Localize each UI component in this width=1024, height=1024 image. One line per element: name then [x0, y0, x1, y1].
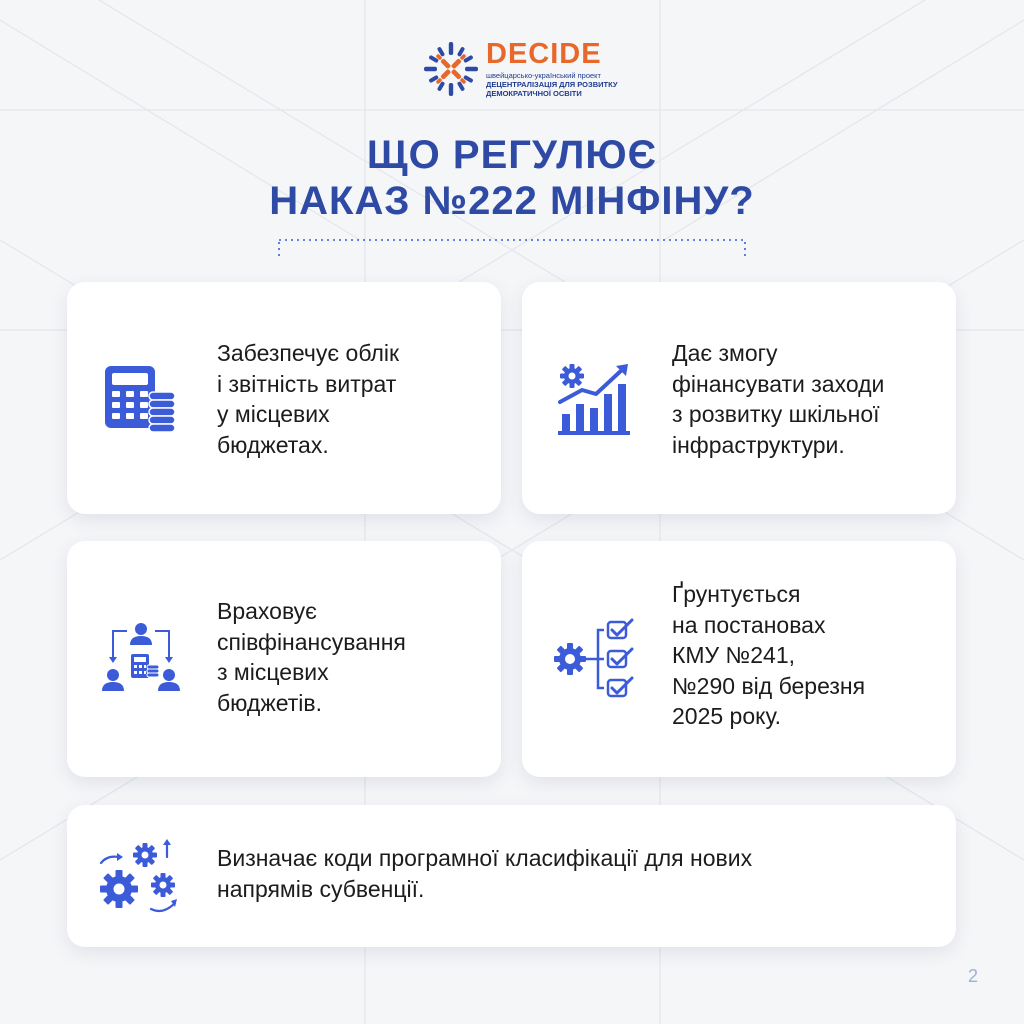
- card-text-line: співфінансування: [217, 628, 406, 655]
- gears-arrows-icon: [97, 837, 183, 917]
- logo-wordmark: DECIDE: [486, 38, 602, 70]
- card-text-line: бюджетах.: [217, 431, 329, 458]
- card-text-line: напрямів субвенції.: [217, 875, 425, 902]
- card-text-line: Враховує: [217, 598, 317, 624]
- card-text-line: Визначає коди програмної класифікації для нових: [217, 845, 753, 871]
- info-card-accounting: [67, 282, 501, 514]
- card-text: [672, 338, 884, 460]
- logo-subtitle-line: ДЕМОКРАТИЧНОЇ ОСВІТИ: [486, 89, 582, 98]
- card-text-line: Ґрунтується: [672, 581, 801, 607]
- info-card-financing: [522, 282, 956, 514]
- page-title: [0, 132, 1024, 224]
- growth-chart-gear-icon: [556, 362, 632, 436]
- card-text-line: 2025 року.: [672, 703, 782, 729]
- info-card-resolutions: [522, 541, 956, 777]
- dotted-divider: [278, 238, 746, 258]
- card-text-line: у місцевих: [217, 401, 330, 427]
- card-text-line: і звітність витрат: [217, 370, 397, 397]
- decide-logo: [422, 38, 618, 100]
- people-cofinancing-icon: [101, 621, 181, 697]
- card-text-line: Дає змогу: [672, 340, 778, 366]
- page-title-line: НАКАЗ №222 МІНФІНУ?: [269, 179, 755, 223]
- card-text: [217, 843, 752, 904]
- card-text-line: з місцевих: [217, 659, 329, 685]
- logo-subtitle-line: швейцарсько-український проект: [486, 71, 601, 80]
- card-text-line: з розвитку шкільної: [672, 401, 880, 427]
- page-number: 2: [968, 966, 979, 986]
- gear-checklist-icon: [552, 616, 638, 702]
- card-text-line: №290 від березня: [672, 672, 866, 699]
- card-text-line: інфраструктури.: [672, 431, 845, 458]
- logo-subtitle: [486, 71, 616, 98]
- card-text: [672, 579, 865, 732]
- card-text-line: на постановах: [672, 611, 826, 638]
- card-text-line: бюджетів.: [217, 689, 323, 716]
- logo-subtitle-line: ДЕЦЕНТРАЛІЗАЦІЯ ДЛЯ РОЗВИТКУ: [486, 80, 618, 89]
- info-card-cofinancing: [67, 541, 501, 777]
- card-text: [217, 338, 399, 460]
- card-text-line: Забезпечує облік: [217, 340, 400, 366]
- card-text-line: КМУ №241,: [672, 642, 795, 668]
- calculator-coins-icon: [103, 364, 179, 436]
- snowflake-logo-icon: [422, 40, 480, 98]
- card-text: [217, 596, 406, 718]
- info-card-program-codes: [67, 805, 956, 947]
- page-title-line: ЩО РЕГУЛЮЄ: [366, 133, 658, 177]
- card-text-line: фінансувати заходи: [672, 370, 885, 397]
